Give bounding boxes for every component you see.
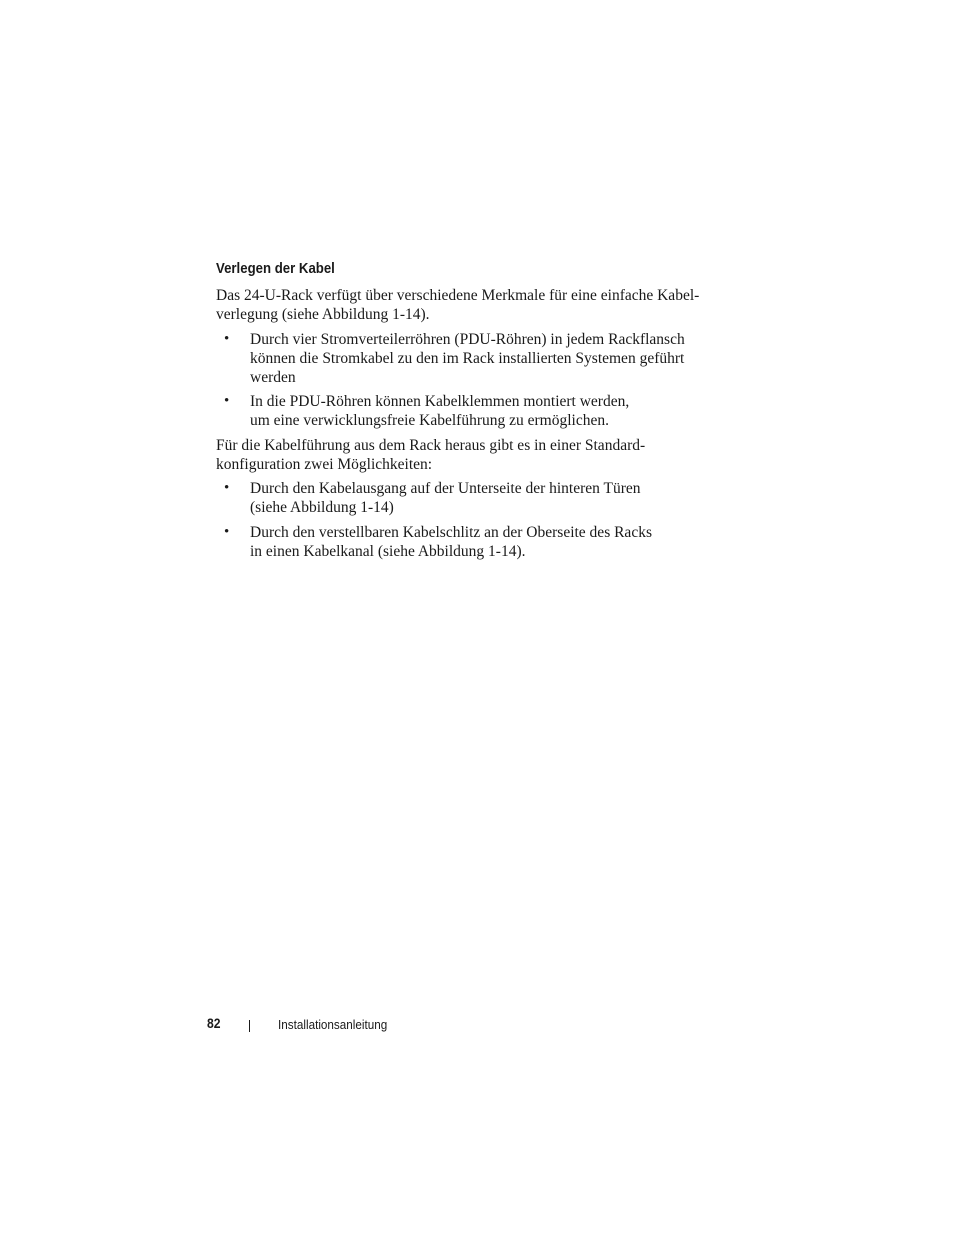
- bullet-line: in einen Kabelkanal (siehe Abbildung 1-14).: [250, 543, 526, 560]
- bullet-marker: •: [224, 393, 230, 409]
- middle-line: Für die Kabelführung aus dem Rack heraus gibt es in einer Standard-: [216, 437, 646, 454]
- intro-paragraph: [216, 286, 699, 324]
- bullet-item: [250, 479, 641, 517]
- bullet-line: um eine verwicklungsfreie Kabelführung zu ermöglichen.: [250, 412, 609, 429]
- bullet-item: [250, 392, 629, 430]
- footer-separator: [249, 1020, 250, 1032]
- bullet-marker: •: [224, 331, 230, 347]
- page-number: 82: [207, 1016, 221, 1031]
- middle-paragraph: [216, 436, 645, 474]
- bullet-marker: •: [224, 524, 230, 540]
- bullet-line: In die PDU-Röhren können Kabelklemmen montiert werden,: [250, 393, 630, 410]
- section-heading: Verlegen der Kabel: [216, 260, 335, 277]
- bullet-line: Durch vier Stromverteilerröhren (PDU-Röhren) in jedem Rackflansch: [250, 331, 685, 348]
- footer-document-title: Installationsanleitung: [278, 1017, 388, 1032]
- intro-line: Das 24-U-Rack verfügt über verschiedene Merkmale für eine einfache Kabel-: [216, 287, 700, 304]
- intro-line: verlegung (siehe Abbildung 1-14).: [216, 306, 430, 323]
- bullet-item: [250, 330, 685, 387]
- bullet-marker: •: [224, 480, 230, 496]
- bullet-line: werden: [250, 369, 296, 386]
- middle-line: konfiguration zwei Möglichkeiten:: [216, 456, 433, 473]
- bullet-line: Durch den verstellbaren Kabelschlitz an der Oberseite des Racks: [250, 524, 652, 541]
- bullet-item: [250, 523, 652, 561]
- bullet-line: (siehe Abbildung 1-14): [250, 499, 394, 516]
- bullet-line: Durch den Kabelausgang auf der Unterseite der hinteren Türen: [250, 480, 641, 497]
- bullet-line: können die Stromkabel zu den im Rack installierten Systemen geführt: [250, 350, 685, 367]
